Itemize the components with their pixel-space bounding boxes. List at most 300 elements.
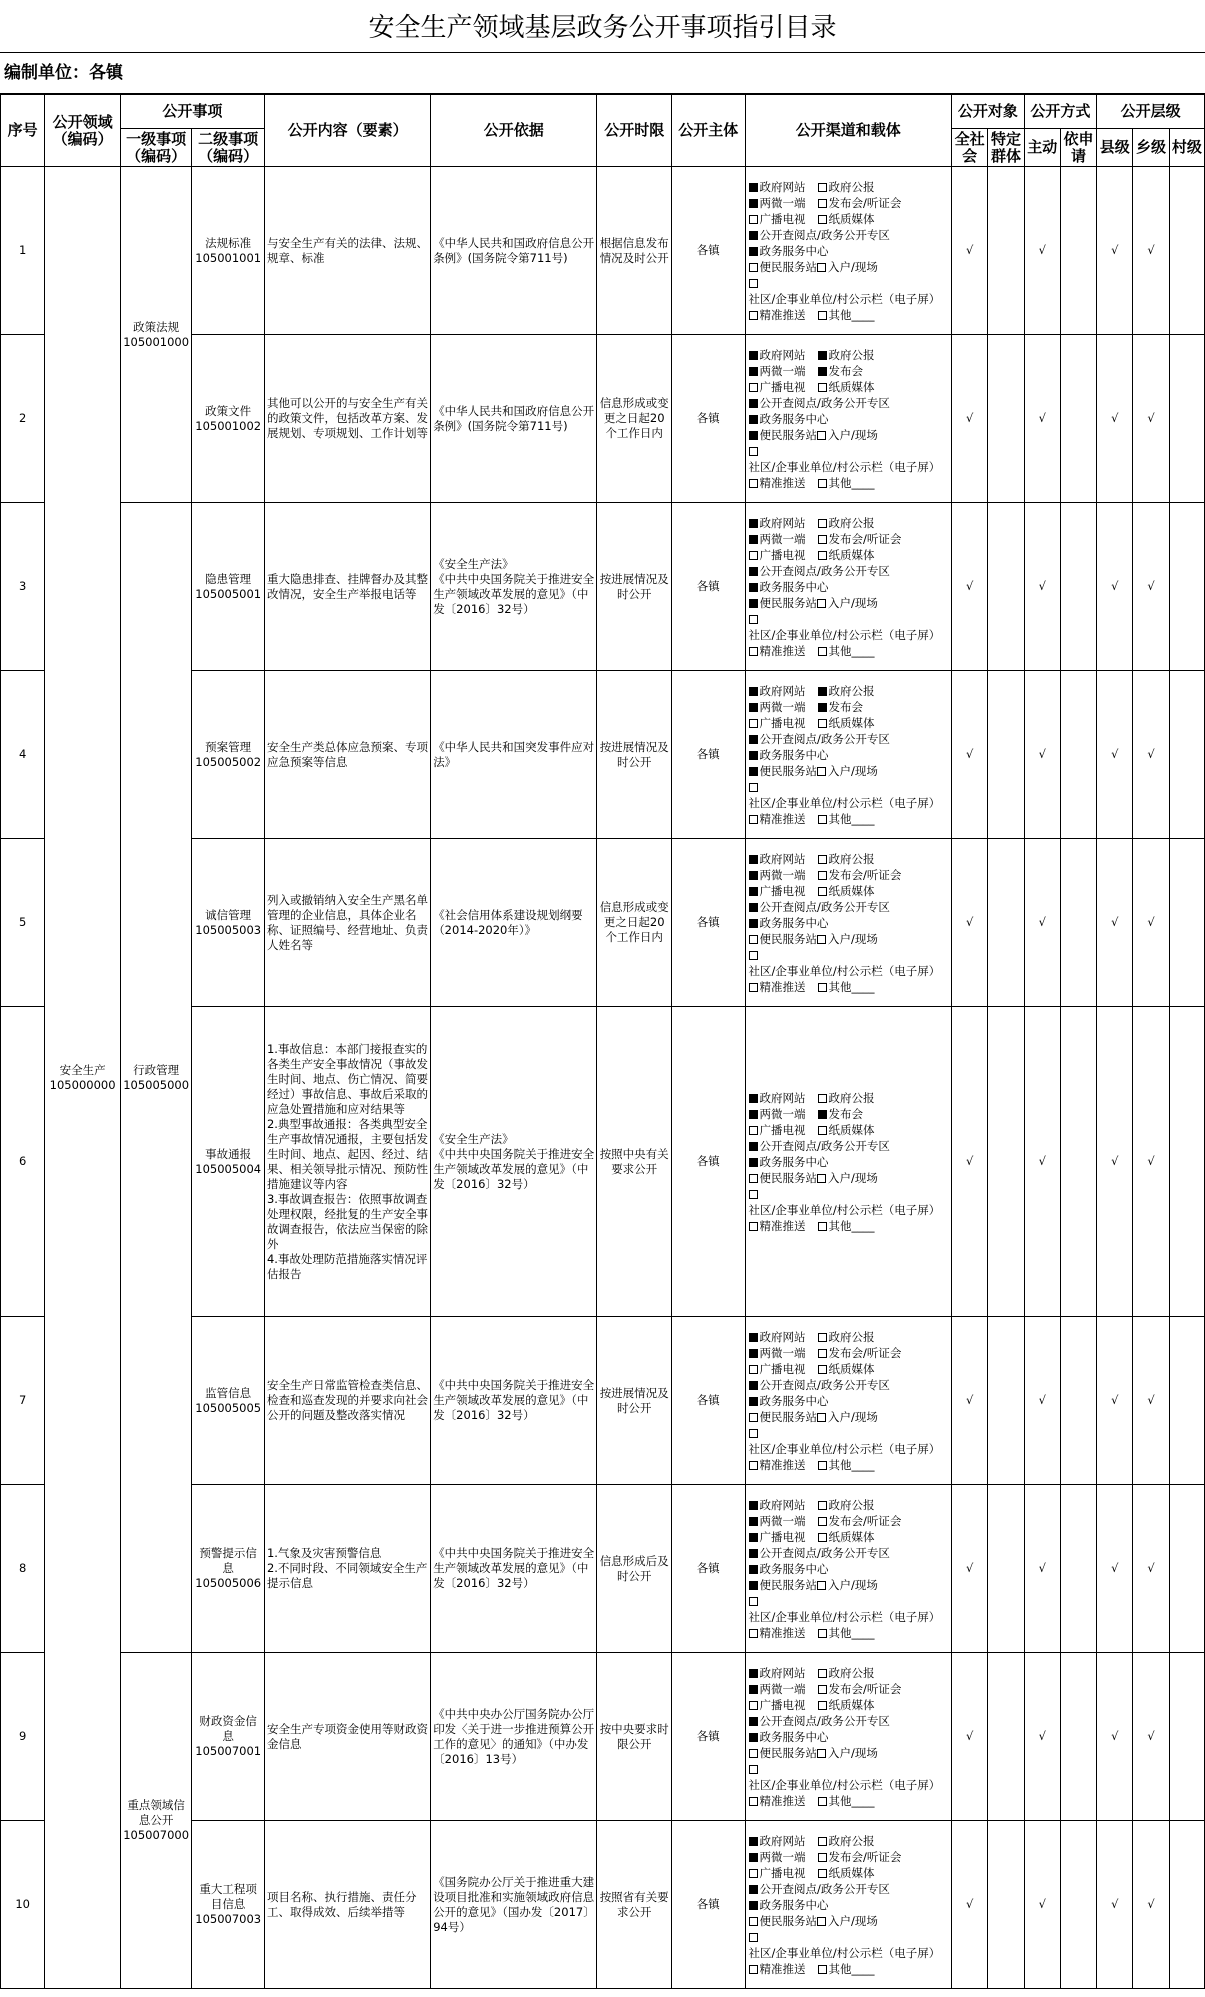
checkbox-icon	[749, 1669, 758, 1678]
check-village	[1169, 1653, 1204, 1821]
header-audience: 公开对象	[952, 95, 1025, 129]
channel-broadcast-tv: 广播电视	[759, 883, 806, 898]
checkbox-icon	[817, 1581, 826, 1590]
channel-community: 社区/企事业单位/村公示栏（电子屏）	[748, 459, 941, 474]
checkbox-icon	[749, 1597, 758, 1606]
channel-broadcast-tv: 广播电视	[759, 211, 806, 226]
checkbox-icon	[818, 479, 827, 488]
header-level: 公开层级	[1097, 95, 1205, 129]
channel-precise: 精准推送	[759, 475, 806, 490]
checkbox-icon	[749, 1501, 758, 1510]
check-on-request	[1060, 671, 1096, 839]
checkbox-icon	[749, 1533, 758, 1542]
channel-broadcast-tv: 广播电视	[759, 1529, 806, 1544]
checkbox-icon	[749, 1158, 758, 1167]
checkbox-icon	[749, 1190, 758, 1199]
checkbox-icon	[749, 367, 758, 376]
channel-gov-site: 政府网站	[759, 1665, 806, 1680]
check-specific-group	[988, 1821, 1024, 1989]
channel-gov-bulletin: 政府公报	[828, 179, 875, 194]
channel-other: 其他____	[828, 1625, 875, 1640]
checkbox-icon	[749, 1917, 758, 1926]
channel-gov-bulletin: 政府公报	[828, 1665, 875, 1680]
channel-gov-site: 政府网站	[759, 1497, 806, 1512]
checkbox-icon	[749, 1142, 758, 1151]
checkbox-icon	[749, 447, 758, 456]
checkbox-icon	[818, 215, 827, 224]
checkbox-icon	[749, 1461, 758, 1470]
level2-cell: 重大工程项目信息 105007003	[192, 1821, 265, 1989]
channels-cell	[745, 503, 952, 671]
checkbox-icon	[749, 719, 758, 728]
check-on-request	[1060, 839, 1096, 1007]
check-specific-group	[988, 335, 1024, 503]
checkbox-icon	[749, 767, 758, 776]
checkbox-icon	[818, 383, 827, 392]
channel-broadcast-tv: 广播电视	[759, 715, 806, 730]
channel-other: 其他____	[828, 307, 875, 322]
channel-hearing: 发布会/听证会	[828, 1513, 902, 1528]
checkbox-icon	[749, 279, 758, 288]
channels-cell	[745, 1317, 952, 1485]
check-village	[1169, 1821, 1204, 1989]
row-seq: 9	[1, 1653, 45, 1821]
channel-precise: 精准推送	[759, 811, 806, 826]
check-all-society: √	[952, 503, 988, 671]
level2-cell: 政策文件 105001002	[192, 335, 265, 503]
checkbox-icon	[749, 1853, 758, 1862]
checkbox-icon	[818, 551, 827, 560]
checkbox-icon	[817, 767, 826, 776]
channel-precise: 精准推送	[759, 1793, 806, 1808]
checkbox-icon	[818, 1222, 827, 1231]
check-all-society: √	[952, 1485, 988, 1653]
channel-query-point: 公开查阅点/政务公开专区	[759, 1138, 890, 1153]
checkbox-icon	[749, 383, 758, 392]
channel-newspaper: 纸质媒体	[828, 1361, 875, 1376]
checkbox-icon	[818, 367, 827, 376]
check-all-society: √	[952, 1007, 988, 1317]
channel-hearing: 发布会/听证会	[828, 1681, 902, 1696]
row-seq: 2	[1, 335, 45, 503]
check-on-request	[1060, 1007, 1096, 1317]
table-body	[1, 167, 1205, 1989]
level1-cell: 政策法规 105001000	[120, 167, 192, 503]
channel-door: 入户/现场	[828, 595, 878, 610]
checkbox-icon	[818, 719, 827, 728]
subject-cell: 各镇	[671, 1317, 745, 1485]
checkbox-icon	[818, 351, 827, 360]
checkbox-icon	[818, 1094, 827, 1103]
checkbox-icon	[749, 687, 758, 696]
channel-two-micro: 两微一端	[759, 1849, 806, 1864]
channel-gov-site: 政府网站	[759, 1329, 806, 1344]
basis-cell: 《中华人民共和国政府信息公开条例》(国务院令第711号)	[431, 167, 597, 335]
time-cell: 信息形成或变更之日起20个工作日内	[597, 335, 672, 503]
checkbox-icon	[818, 871, 827, 880]
channel-newspaper: 纸质媒体	[828, 1529, 875, 1544]
checkbox-icon	[749, 599, 758, 608]
time-cell: 根据信息发布情况及时公开	[597, 167, 672, 335]
content-cell: 1.气象及灾害预警信息 2.不同时段、不同领域安全生产提示信息	[264, 1485, 430, 1653]
channel-service-station: 便民服务站	[759, 931, 818, 946]
channel-two-micro: 两微一端	[759, 1106, 806, 1121]
channel-other: 其他____	[828, 1457, 875, 1472]
header-matters: 公开事项	[120, 95, 264, 129]
content-cell: 安全生产日常监管检查类信息、检查和巡查发现的并要求向社会公开的问题及整改落实情况	[264, 1317, 430, 1485]
channel-hearing: 发布会/听证会	[828, 1849, 902, 1864]
subject-cell: 各镇	[671, 1653, 745, 1821]
level2-cell: 法规标准 105001001	[192, 167, 265, 335]
header-level2: 二级事项（编码）	[192, 129, 265, 167]
check-specific-group	[988, 839, 1024, 1007]
checkbox-icon	[818, 1869, 827, 1878]
checkbox-icon	[818, 1629, 827, 1638]
channel-broadcast-tv: 广播电视	[759, 1361, 806, 1376]
channel-precise: 精准推送	[759, 1218, 806, 1233]
checkbox-icon	[749, 935, 758, 944]
check-village	[1169, 671, 1204, 839]
check-township: √	[1133, 167, 1169, 335]
check-township: √	[1133, 1821, 1169, 1989]
header-specific-group: 特定群体	[988, 129, 1024, 167]
check-on-request	[1060, 1485, 1096, 1653]
check-specific-group	[988, 1007, 1024, 1317]
check-county: √	[1097, 839, 1133, 1007]
channels-cell	[745, 1485, 952, 1653]
channel-newspaper: 纸质媒体	[828, 547, 875, 562]
channel-service-station: 便民服务站	[759, 1577, 818, 1592]
checkbox-icon	[818, 855, 827, 864]
header-village: 村级	[1169, 129, 1204, 167]
channel-gov-site: 政府网站	[759, 1090, 806, 1105]
check-active: √	[1024, 503, 1060, 671]
check-active: √	[1024, 1653, 1060, 1821]
basis-cell: 《安全生产法》 《中共中央国务院关于推进安全生产领域改革发展的意见》（中发〔2016〕32号）	[431, 1007, 597, 1317]
check-all-society: √	[952, 839, 988, 1007]
checkbox-icon	[749, 1837, 758, 1846]
checkbox-icon	[749, 231, 758, 240]
check-all-society: √	[952, 1317, 988, 1485]
check-all-society: √	[952, 1821, 988, 1989]
check-on-request	[1060, 167, 1096, 335]
channel-other: 其他____	[828, 1218, 875, 1233]
checkbox-icon	[818, 1685, 827, 1694]
check-county: √	[1097, 1317, 1133, 1485]
content-cell: 其他可以公开的与安全生产有关的政策文件，包括改革方案、发展规划、专项规划、工作计划等	[264, 335, 430, 503]
channel-community: 社区/企事业单位/村公示栏（电子屏）	[748, 627, 941, 642]
check-village	[1169, 167, 1204, 335]
checkbox-icon	[749, 1381, 758, 1390]
channel-gov-bulletin: 政府公报	[828, 1833, 875, 1848]
checkbox-icon	[749, 887, 758, 896]
checkbox-icon	[749, 431, 758, 440]
channel-door: 入户/现场	[828, 259, 878, 274]
checkbox-icon	[749, 1797, 758, 1806]
channel-service-center: 政务服务中心	[759, 1561, 829, 1576]
checkbox-icon	[749, 1933, 758, 1942]
basis-cell: 《社会信用体系建设规划纲要（2014-2020年）》	[431, 839, 597, 1007]
channel-community: 社区/企事业单位/村公示栏（电子屏）	[748, 963, 941, 978]
checkbox-icon	[818, 1701, 827, 1710]
checkbox-icon	[818, 1669, 827, 1678]
channel-gov-bulletin: 政府公报	[828, 683, 875, 698]
channel-service-center: 政务服务中心	[759, 1729, 829, 1744]
channel-other: 其他____	[828, 1793, 875, 1808]
channel-hearing: 发布会	[828, 1106, 864, 1121]
checkbox-icon	[749, 751, 758, 760]
basis-cell: 《安全生产法》 《中共中央国务院关于推进安全生产领域改革发展的意见》（中发〔2016〕32号）	[431, 503, 597, 671]
checkbox-icon	[749, 1565, 758, 1574]
channel-other: 其他____	[828, 475, 875, 490]
channel-service-station: 便民服务站	[759, 595, 818, 610]
channel-query-point: 公开查阅点/政务公开专区	[759, 1713, 890, 1728]
subject-cell: 各镇	[671, 1007, 745, 1317]
checkbox-icon	[818, 199, 827, 208]
channel-hearing: 发布会/听证会	[828, 867, 902, 882]
checkbox-icon	[818, 1110, 827, 1119]
check-all-society: √	[952, 335, 988, 503]
channels-cell	[745, 671, 952, 839]
checkbox-icon	[749, 247, 758, 256]
channel-query-point: 公开查阅点/政务公开专区	[759, 1545, 890, 1560]
channels-cell	[745, 335, 952, 503]
table-row	[1, 1653, 1205, 1821]
channel-gov-site: 政府网站	[759, 347, 806, 362]
channel-gov-bulletin: 政府公报	[828, 1090, 875, 1105]
channel-other: 其他____	[828, 811, 875, 826]
checkbox-icon	[749, 647, 758, 656]
channel-door: 入户/现场	[828, 931, 878, 946]
checkbox-icon	[818, 703, 827, 712]
checkbox-icon	[749, 1126, 758, 1135]
level2-cell: 预案管理 105005002	[192, 671, 265, 839]
checkbox-icon	[818, 535, 827, 544]
check-county: √	[1097, 1485, 1133, 1653]
subject-cell: 各镇	[671, 503, 745, 671]
row-seq: 1	[1, 167, 45, 335]
channel-two-micro: 两微一端	[759, 195, 806, 210]
channel-query-point: 公开查阅点/政务公开专区	[759, 1377, 890, 1392]
time-cell: 按照中央有关要求公开	[597, 1007, 672, 1317]
channel-service-center: 政务服务中心	[759, 1154, 829, 1169]
basis-cell: 《中共中央国务院关于推进安全生产领域改革发展的意见》（中发〔2016〕32号）	[431, 1485, 597, 1653]
checkbox-icon	[749, 479, 758, 488]
channel-door: 入户/现场	[828, 1409, 878, 1424]
header-subject: 公开主体	[671, 95, 745, 167]
channel-two-micro: 两微一端	[759, 1681, 806, 1696]
checkbox-icon	[749, 815, 758, 824]
checkbox-icon	[749, 1429, 758, 1438]
level2-cell: 隐患管理 105005001	[192, 503, 265, 671]
check-township: √	[1133, 1653, 1169, 1821]
checkbox-icon	[749, 855, 758, 864]
channels-cell	[745, 1653, 952, 1821]
header-method: 公开方式	[1024, 95, 1097, 129]
content-cell: 安全生产类总体应急预案、专项应急预案等信息	[264, 671, 430, 839]
checkbox-icon	[818, 983, 827, 992]
check-active: √	[1024, 671, 1060, 839]
channel-newspaper: 纸质媒体	[828, 379, 875, 394]
check-village	[1169, 839, 1204, 1007]
checkbox-icon	[749, 1765, 758, 1774]
time-cell: 信息形成或变更之日起20个工作日内	[597, 839, 672, 1007]
checkbox-icon	[818, 311, 827, 320]
channel-gov-site: 政府网站	[759, 515, 806, 530]
channel-query-point: 公开查阅点/政务公开专区	[759, 731, 890, 746]
channel-broadcast-tv: 广播电视	[759, 379, 806, 394]
channel-hearing: 发布会/听证会	[828, 195, 902, 210]
channel-service-center: 政务服务中心	[759, 747, 829, 762]
channel-broadcast-tv: 广播电视	[759, 1122, 806, 1137]
channel-two-micro: 两微一端	[759, 1345, 806, 1360]
channel-service-station: 便民服务站	[759, 427, 818, 442]
checkbox-icon	[749, 351, 758, 360]
channel-community: 社区/企事业单位/村公示栏（电子屏）	[748, 291, 941, 306]
channel-newspaper: 纸质媒体	[828, 1697, 875, 1712]
checkbox-icon	[749, 919, 758, 928]
content-cell: 重大隐患排查、挂牌督办及其整改情况，安全生产举报电话等	[264, 503, 430, 671]
header-seq: 序号	[1, 95, 45, 167]
checkbox-icon	[749, 583, 758, 592]
check-county: √	[1097, 1653, 1133, 1821]
check-specific-group	[988, 671, 1024, 839]
check-on-request	[1060, 335, 1096, 503]
channel-precise: 精准推送	[759, 643, 806, 658]
check-active: √	[1024, 1317, 1060, 1485]
channel-community: 社区/企事业单位/村公示栏（电子屏）	[748, 795, 941, 810]
check-township: √	[1133, 1317, 1169, 1485]
content-cell: 列入或撤销纳入安全生产黑名单管理的企业信息，具体企业名称、证照编号、经营地址、负责人姓名等	[264, 839, 430, 1007]
basis-cell: 《中华人民共和国政府信息公开条例》(国务院令第711号)	[431, 335, 597, 503]
checkbox-icon	[749, 1581, 758, 1590]
channel-newspaper: 纸质媒体	[828, 211, 875, 226]
check-all-society: √	[952, 671, 988, 839]
channel-community: 社区/企事业单位/村公示栏（电子屏）	[748, 1777, 941, 1792]
channel-precise: 精准推送	[759, 307, 806, 322]
checkbox-icon	[818, 1501, 827, 1510]
check-specific-group	[988, 1653, 1024, 1821]
checkbox-icon	[749, 871, 758, 880]
checkbox-icon	[749, 1885, 758, 1894]
checkbox-icon	[749, 1629, 758, 1638]
checkbox-icon	[749, 1365, 758, 1374]
table-row	[1, 167, 1205, 335]
checkbox-icon	[749, 1174, 758, 1183]
content-cell: 项目名称、执行措施、责任分工、取得成效、后续举措等	[264, 1821, 430, 1989]
checkbox-icon	[749, 615, 758, 624]
channel-service-center: 政务服务中心	[759, 1393, 829, 1408]
channel-other: 其他____	[828, 979, 875, 994]
check-active: √	[1024, 1007, 1060, 1317]
checkbox-icon	[749, 1717, 758, 1726]
checkbox-icon	[749, 983, 758, 992]
check-on-request	[1060, 1317, 1096, 1485]
channel-query-point: 公开查阅点/政务公开专区	[759, 899, 890, 914]
checkbox-icon	[817, 1174, 826, 1183]
header-active: 主动	[1024, 129, 1060, 167]
level1-cell: 重点领域信息公开 105007000	[120, 1653, 192, 1989]
table-row	[1, 503, 1205, 671]
checkbox-icon	[818, 687, 827, 696]
channel-service-center: 政务服务中心	[759, 1897, 829, 1912]
checkbox-icon	[749, 1094, 758, 1103]
check-township: √	[1133, 1485, 1169, 1653]
checkbox-icon	[749, 703, 758, 712]
channels-cell	[745, 1007, 952, 1317]
checkbox-icon	[818, 1517, 827, 1526]
channel-hearing: 发布会	[828, 699, 864, 714]
domain-cell: 安全生产 105000000	[45, 167, 121, 1989]
checkbox-icon	[749, 567, 758, 576]
basis-cell: 《国务院办公厅关于推进重大建设项目批准和实施领域政府信息公开的意见》（国办发〔2017〕94号）	[431, 1821, 597, 1989]
checkbox-icon	[818, 183, 827, 192]
checkbox-icon	[749, 183, 758, 192]
checkbox-icon	[818, 1533, 827, 1542]
channel-gov-bulletin: 政府公报	[828, 347, 875, 362]
checkbox-icon	[749, 1110, 758, 1119]
header-time: 公开时限	[597, 95, 672, 167]
channel-gov-site: 政府网站	[759, 1833, 806, 1848]
channel-gov-bulletin: 政府公报	[828, 1329, 875, 1344]
channel-hearing: 发布会/听证会	[828, 531, 902, 546]
channel-query-point: 公开查阅点/政务公开专区	[759, 395, 890, 410]
channel-door: 入户/现场	[828, 1745, 878, 1760]
checkbox-icon	[818, 1126, 827, 1135]
channel-two-micro: 两微一端	[759, 363, 806, 378]
channel-two-micro: 两微一端	[759, 531, 806, 546]
content-cell: 安全生产专项资金使用等财政资金信息	[264, 1653, 430, 1821]
channel-gov-site: 政府网站	[759, 179, 806, 194]
header-township: 乡级	[1133, 129, 1169, 167]
subject-cell: 各镇	[671, 1821, 745, 1989]
channel-hearing: 发布会/听证会	[828, 1345, 902, 1360]
check-active: √	[1024, 335, 1060, 503]
check-specific-group	[988, 1485, 1024, 1653]
checkbox-icon	[817, 599, 826, 608]
page-title: 安全生产领域基层政务公开事项指引目录	[0, 0, 1205, 53]
checkbox-icon	[818, 1853, 827, 1862]
check-on-request	[1060, 1653, 1096, 1821]
channels-cell	[745, 839, 952, 1007]
checkbox-icon	[817, 935, 826, 944]
channel-newspaper: 纸质媒体	[828, 883, 875, 898]
channel-service-station: 便民服务站	[759, 763, 818, 778]
level2-cell: 财政资金信息 105007001	[192, 1653, 265, 1821]
channel-two-micro: 两微一端	[759, 867, 806, 882]
check-on-request	[1060, 1821, 1096, 1989]
checkbox-icon	[749, 951, 758, 960]
channel-gov-site: 政府网站	[759, 851, 806, 866]
channel-gov-site: 政府网站	[759, 683, 806, 698]
header-county: 县级	[1097, 129, 1133, 167]
channel-broadcast-tv: 广播电视	[759, 1697, 806, 1712]
check-county: √	[1097, 1007, 1133, 1317]
channel-community: 社区/企事业单位/村公示栏（电子屏）	[748, 1945, 941, 1960]
channel-service-station: 便民服务站	[759, 1913, 818, 1928]
checkbox-icon	[749, 1222, 758, 1231]
basis-cell: 《中华人民共和国突发事件应对法》	[431, 671, 597, 839]
check-village	[1169, 503, 1204, 671]
check-active: √	[1024, 167, 1060, 335]
level2-cell: 预警提示信息 105005006	[192, 1485, 265, 1653]
channel-service-station: 便民服务站	[759, 259, 818, 274]
checkbox-icon	[749, 399, 758, 408]
checkbox-icon	[749, 903, 758, 912]
checkbox-icon	[749, 1733, 758, 1742]
time-cell: 按照省有关要求公开	[597, 1821, 672, 1989]
level2-cell: 事故通报 105005004	[192, 1007, 265, 1317]
